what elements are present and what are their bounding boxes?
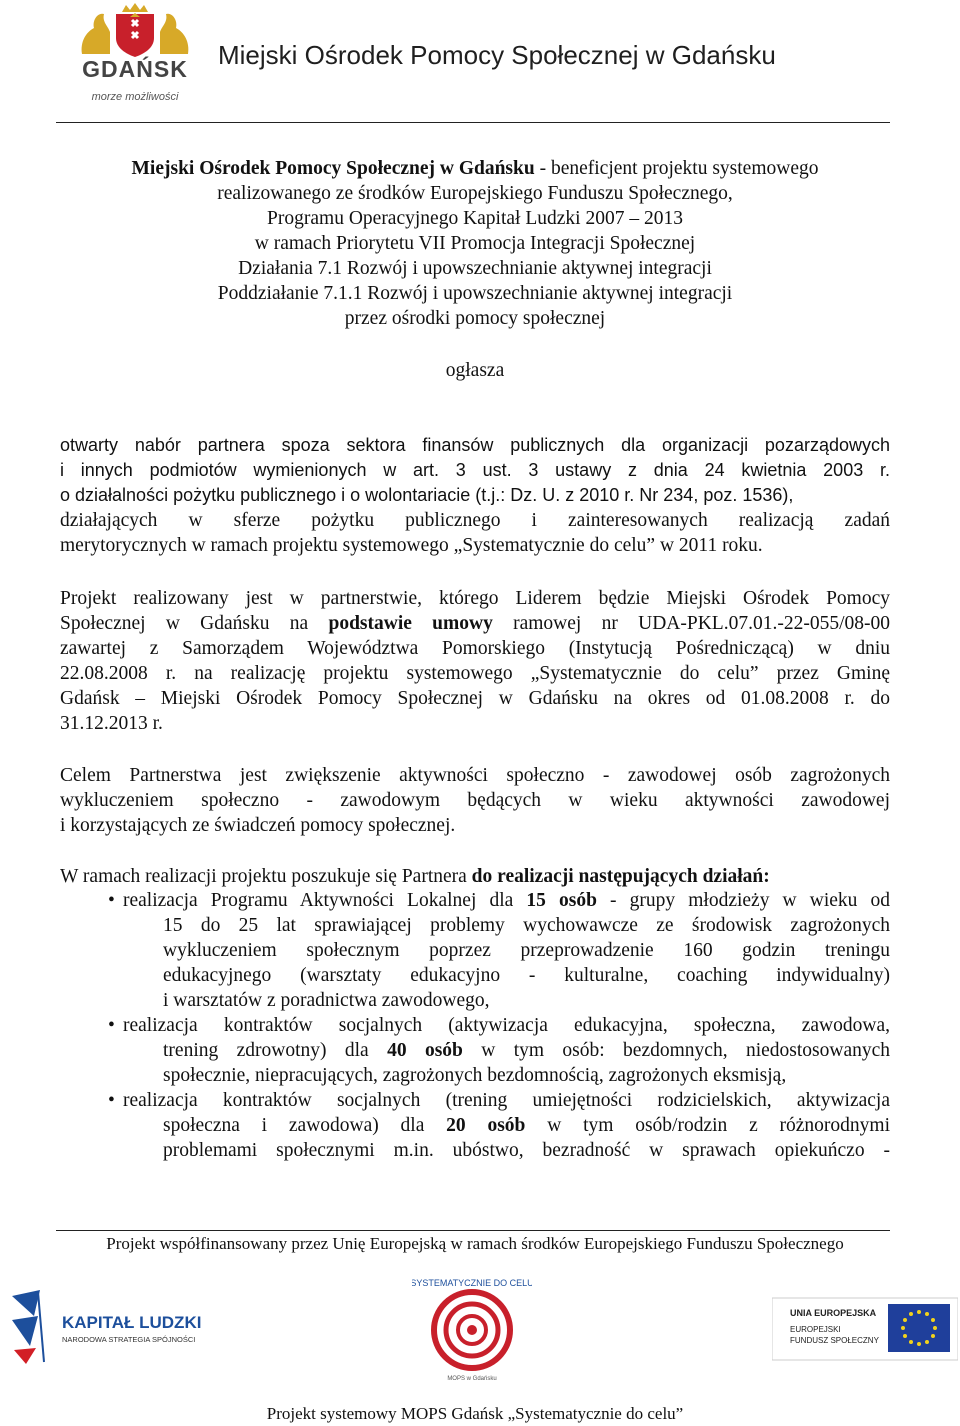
paragraph-goal	[60, 763, 890, 838]
list-item-line: społeczna i zawodowa) dla 20 osób w tym osób/rodzin z różnorodnymi	[163, 1115, 890, 1136]
bold-phrase: do realizacji następujących działań:	[471, 866, 770, 887]
sdc-subtitle: MOPS w Gdańsku	[447, 1376, 497, 1382]
page-header-title: Miejski Ośrodek Pomocy Społecznej w Gdańsku	[218, 40, 776, 70]
systematycznie-do-celu-logo	[412, 1274, 532, 1384]
paragraph-recruitment-cont	[60, 508, 890, 558]
intro-line-4: w ramach Priorytetu VII Promocja Integracji Społecznej	[254, 233, 696, 254]
list-item	[60, 1088, 890, 1163]
paragraph-line: Celem Partnerstwa jest zwiększenie aktywności społeczno - zawodowej osób zagrożonych	[60, 765, 890, 786]
list-item-line: edukacyjnego (warsztaty edukacyjno - kulturalne, coaching indywidualny)	[163, 965, 890, 986]
paragraph-recruitment	[60, 433, 890, 508]
announce-word: ogłasza	[445, 360, 505, 381]
paragraph-line: o działalności pożytku publicznego i o wolontariacie (t.j.: Dz. U. z 2010 r. Nr 234, poz. 1536),	[60, 485, 794, 505]
intro-line-1: Miejski Ośrodek Pomocy Społecznej w Gdańsku - beneficjent projektu systemowego	[131, 158, 819, 179]
gdansk-coat-of-arms-icon	[72, 2, 198, 58]
list-item	[60, 1013, 890, 1088]
sdc-title: SYSTEMATYCZNIE DO CELU	[412, 1278, 532, 1288]
eu-sub1: EUROPEJSKI	[790, 1325, 841, 1334]
eu-sub2: FUNDUSZ SPOŁECZNY	[790, 1336, 879, 1345]
intro-line-7: przez ośrodki pomocy społecznej	[344, 308, 606, 329]
gdansk-logo-slogan: morze możliwości	[91, 91, 179, 103]
intro-line-6: Poddziałanie 7.1.1 Rozwój i upowszechnianie aktywnej integracji	[217, 283, 733, 304]
kapital-ludzki-logo	[8, 1286, 218, 1366]
eu-title: UNIA EUROPEJSKA	[790, 1308, 877, 1318]
bullet-icon: •	[108, 1090, 115, 1111]
bold-phrase: podstawie umowy	[328, 613, 493, 634]
target-icon	[412, 1274, 532, 1384]
gdansk-logo-wordmark: GDAŃSK	[82, 56, 188, 82]
paragraph-line: W ramach realizacji projektu poszukuje się Partnera do realizacji następujących działań:	[60, 866, 770, 887]
intro-line-2: realizowanego ze środków Europejskiego Funduszu Społecznego,	[217, 183, 733, 204]
project-footer-title: Projekt systemowy MOPS Gdańsk „Systematycznie do celu”	[266, 1404, 684, 1423]
list-item-line: 15 do 25 lat sprawiającej problemy wychowawcze ze środowisk zagrożonych	[163, 915, 890, 936]
eu-flag-icon	[772, 1292, 958, 1368]
list-item-line: problemami społecznymi m.in. ubóstwo, bezradność w sprawach opiekuńczo -	[163, 1140, 890, 1161]
bullet-icon: •	[108, 1015, 115, 1036]
list-item	[60, 888, 890, 1013]
paragraph-line: Projekt realizowany jest w partnerstwie, którego Liderem będzie Miejski Ośrodek Pomocy	[60, 588, 890, 609]
paragraph-line: działających w sferze pożytku publicznego i zainteresowanych realizacją zadań	[60, 510, 890, 531]
activities-list	[60, 888, 890, 1163]
list-item-line: i warsztatów z poradnictwa zawodowego,	[163, 990, 490, 1011]
intro-block	[60, 156, 890, 331]
paragraph-line: zawartej z Samorządem Województwa Pomorskiego (Instytucją Pośredniczącą) w dniu	[60, 638, 890, 659]
bullet-icon: •	[108, 890, 115, 911]
list-item-line: realizacja kontraktów socjalnych (trening umiejętności rodzicielskich, aktywizacja	[123, 1090, 890, 1111]
paragraph-line: 22.08.2008 r. na realizację projektu systemowego „Systematycznie do celu” przez Gminę	[60, 663, 890, 684]
organization-name: Miejski Ośrodek Pomocy Społecznej w Gdańsku	[131, 158, 535, 179]
paragraph-line: 31.12.2013 r.	[60, 713, 163, 734]
list-item-line: trening zdrowotny) dla 40 osób w tym osób: bezdomnych, niedostosowanych	[163, 1040, 890, 1061]
footer-divider	[56, 1230, 890, 1231]
paragraph-line: i korzystających ze świadczeń pomocy społecznej.	[60, 815, 456, 836]
paragraph-line: otwarty nabór partnera spoza sektora finansów publicznych dla organizacji pozarządowych	[60, 435, 890, 455]
paragraph-line: wykluczeniem społeczno - zawodowym będących w wieku aktywności zawodowej	[60, 790, 890, 811]
kl-title: KAPITAŁ LUDZKI	[62, 1313, 202, 1332]
paragraph-activities-intro	[60, 864, 890, 889]
list-item-line: społecznie, niepracujących, zagrożonych bezdomnością, zagrożonych eksmisją,	[163, 1065, 787, 1086]
header-divider	[56, 122, 890, 123]
paragraph-line: merytorycznych w ramach projektu systemowego „Systematycznie do celu” w 2011 roku.	[60, 535, 763, 556]
eu-logo	[772, 1292, 958, 1368]
kl-subtitle: NARODOWA STRATEGIA SPÓJNOŚCI	[62, 1335, 196, 1344]
cofinancing-note: Projekt współfinansowany przez Unię Europejską w ramach środków Europejskiego Funduszu Społecznego	[106, 1234, 844, 1253]
paragraph-partnership	[60, 586, 890, 736]
intro-line-3: Programu Operacyjnego Kapitał Ludzki 2007 – 2013	[267, 208, 683, 229]
paragraph-line: Gdańsk – Miejski Ośrodek Pomocy Społecznej w Gdańsku na okres od 01.08.2008 r. do	[60, 688, 890, 709]
list-item-line: wykluczeniem społecznym poprzez przeprowadzenie 160 godzin treningu	[163, 940, 890, 961]
gdansk-logo	[72, 2, 198, 106]
intro-line-5: Działania 7.1 Rozwój i upowszechnianie aktywnej integracji	[238, 258, 712, 279]
paragraph-line: Społecznej w Gdańsku na podstawie umowy ramowej nr UDA-PKL.07.01.-22-055/08-00	[60, 613, 890, 634]
list-item-line: realizacja kontraktów socjalnych (aktywizacja edukacyjna, społeczna, zawodowa,	[123, 1015, 890, 1036]
kapital-ludzki-emblem-icon	[8, 1286, 218, 1366]
list-item-line: realizacja Programu Aktywności Lokalnej dla 15 osób - grupy młodzieży w wieku od	[123, 890, 890, 911]
paragraph-line: i innych podmiotów wymienionych w art. 3 ust. 3 ustawy z dnia 24 kwietnia 2003 r.	[60, 460, 890, 480]
